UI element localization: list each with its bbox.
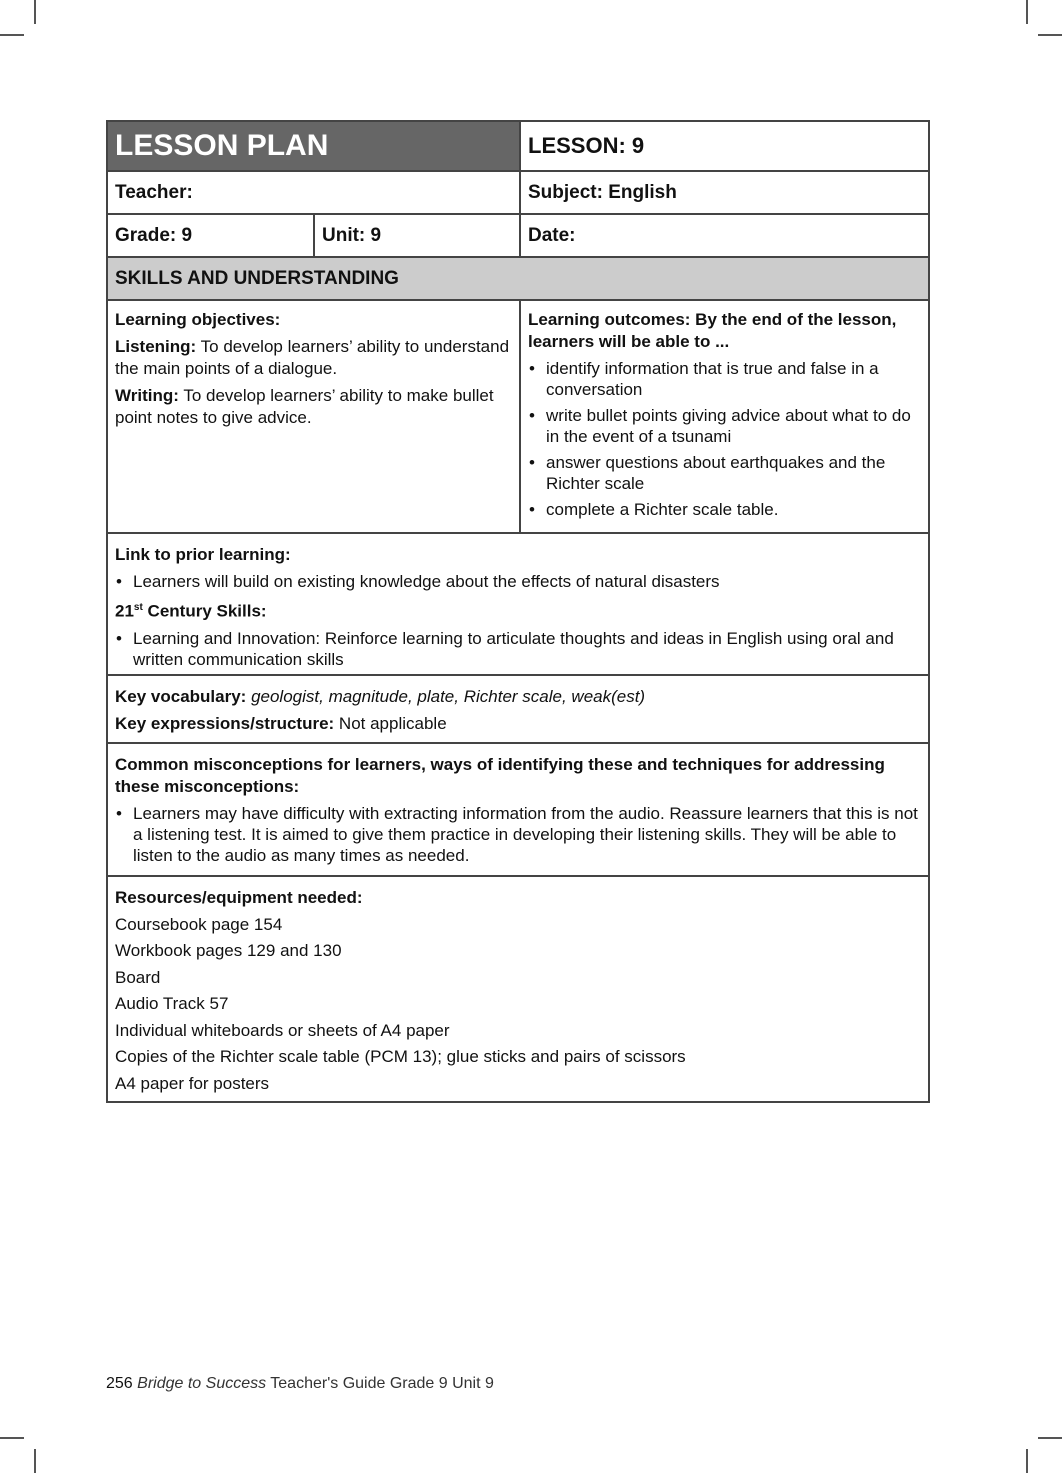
grade-field: Grade: 9 xyxy=(115,224,193,246)
resource-item: Board xyxy=(115,967,161,987)
crop-mark xyxy=(1038,34,1062,36)
subject-field: Subject: English xyxy=(519,172,928,213)
key-vocabulary xyxy=(115,686,921,708)
resource-item: Coursebook page 154 xyxy=(115,914,283,934)
teacher-row xyxy=(108,172,928,215)
footer-rest: Teacher's Guide Grade 9 Unit 9 xyxy=(266,1375,494,1392)
crop-mark xyxy=(0,1437,24,1439)
crop-mark xyxy=(34,0,36,24)
resource-item: Audio Track 57 xyxy=(115,994,229,1013)
section-header xyxy=(108,258,928,301)
misconceptions-heading: Common misconceptions for learners, ways of identifying these and techniques for addressing these misconceptions: xyxy=(115,755,885,796)
title-row xyxy=(108,122,928,172)
misconceptions xyxy=(108,744,928,875)
vocabulary-row xyxy=(108,676,928,744)
resources-row xyxy=(108,877,928,1101)
skills-rest: Century Skills: xyxy=(142,601,267,621)
resource-item: Copies of the Richter scale table (PCM 13); glue sticks and pairs of scissors xyxy=(115,1047,686,1066)
resource-item: Individual whiteboards or sheets of A4 paper xyxy=(115,1020,450,1040)
crop-mark xyxy=(34,1449,36,1473)
objective-label: Listening: xyxy=(115,337,197,356)
key-expressions xyxy=(115,713,921,735)
objective-text: To develop learners’ ability to understand the main points of a dialogue. xyxy=(115,337,510,378)
resources xyxy=(108,877,928,1101)
book-title: Bridge to Success xyxy=(137,1375,267,1392)
crop-mark xyxy=(1038,1437,1062,1439)
page-footer xyxy=(106,1375,494,1393)
list-item: • Learners may have difficulty with extracting information from the audio. Reassure learners that this is not a listening test. It is aimed to give them practice in developing their listening skills. They will be able to listen to the audio as many times as needed. xyxy=(115,803,921,866)
objective-text: To develop learners’ ability to make bullet point notes to give advice. xyxy=(115,386,494,427)
list-item: • identify information that is true and false in a conversation xyxy=(528,358,921,400)
outcomes-list xyxy=(528,358,921,520)
objective-label: Writing: xyxy=(115,386,179,405)
century-skills-heading xyxy=(115,597,921,623)
list-item: • answer questions about earthquakes and the Richter scale xyxy=(528,452,921,494)
prior-learning-list xyxy=(115,571,921,592)
page-number: 256 xyxy=(106,1375,133,1392)
unit-field: Unit: 9 xyxy=(313,215,519,256)
objective-listening xyxy=(115,336,512,380)
learning-objectives xyxy=(108,301,519,532)
vocabulary xyxy=(108,676,928,742)
expr-value: Not applicable xyxy=(334,714,447,733)
grade-row xyxy=(108,215,928,258)
misconceptions-list xyxy=(115,803,921,866)
resources-heading: Resources/equipment needed: xyxy=(115,888,363,907)
vocab-words: geologist, magnitude, plate, Richter scale, weak(est) xyxy=(246,687,646,706)
crop-mark xyxy=(1026,0,1028,24)
skills-num: 21 xyxy=(115,601,134,621)
list-item: • complete a Richter scale table. xyxy=(528,499,921,520)
outcomes-heading: Learning outcomes: By the end of the lesson, learners will be able to ... xyxy=(528,310,897,351)
objectives-heading: Learning objectives: xyxy=(115,310,281,329)
list-item: • Learners will build on existing knowledge about the effects of natural disasters xyxy=(115,571,921,592)
teacher-field: Teacher: xyxy=(115,181,193,203)
vocab-label: Key vocabulary: xyxy=(115,687,247,706)
skills-sup: st xyxy=(133,602,143,613)
lesson-plan-table xyxy=(106,120,930,1103)
prior-learning-heading: Link to prior learning: xyxy=(115,545,291,564)
prior-learning xyxy=(108,534,928,674)
objectives-row xyxy=(108,301,928,534)
resource-item: Workbook pages 129 and 130 xyxy=(115,941,342,960)
section-title: SKILLS AND UNDERSTANDING xyxy=(115,267,399,289)
learning-outcomes xyxy=(519,301,928,532)
date-field: Date: xyxy=(519,215,928,256)
lesson-plan-title: LESSON PLAN xyxy=(108,122,519,170)
objective-writing xyxy=(115,385,512,429)
lesson-number: LESSON: 9 xyxy=(519,122,928,170)
misconceptions-row xyxy=(108,744,928,877)
crop-mark xyxy=(0,34,24,36)
list-item: • write bullet points giving advice about what to do in the event of a tsunami xyxy=(528,405,921,447)
expr-label: Key expressions/structure: xyxy=(115,714,335,733)
resource-item: A4 paper for posters xyxy=(115,1073,270,1093)
list-item: • Learning and Innovation: Reinforce learning to articulate thoughts and ideas in English using oral and written communication skills xyxy=(115,628,921,670)
prior-learning-row xyxy=(108,534,928,676)
crop-mark xyxy=(1026,1449,1028,1473)
century-skills-list xyxy=(115,628,921,670)
